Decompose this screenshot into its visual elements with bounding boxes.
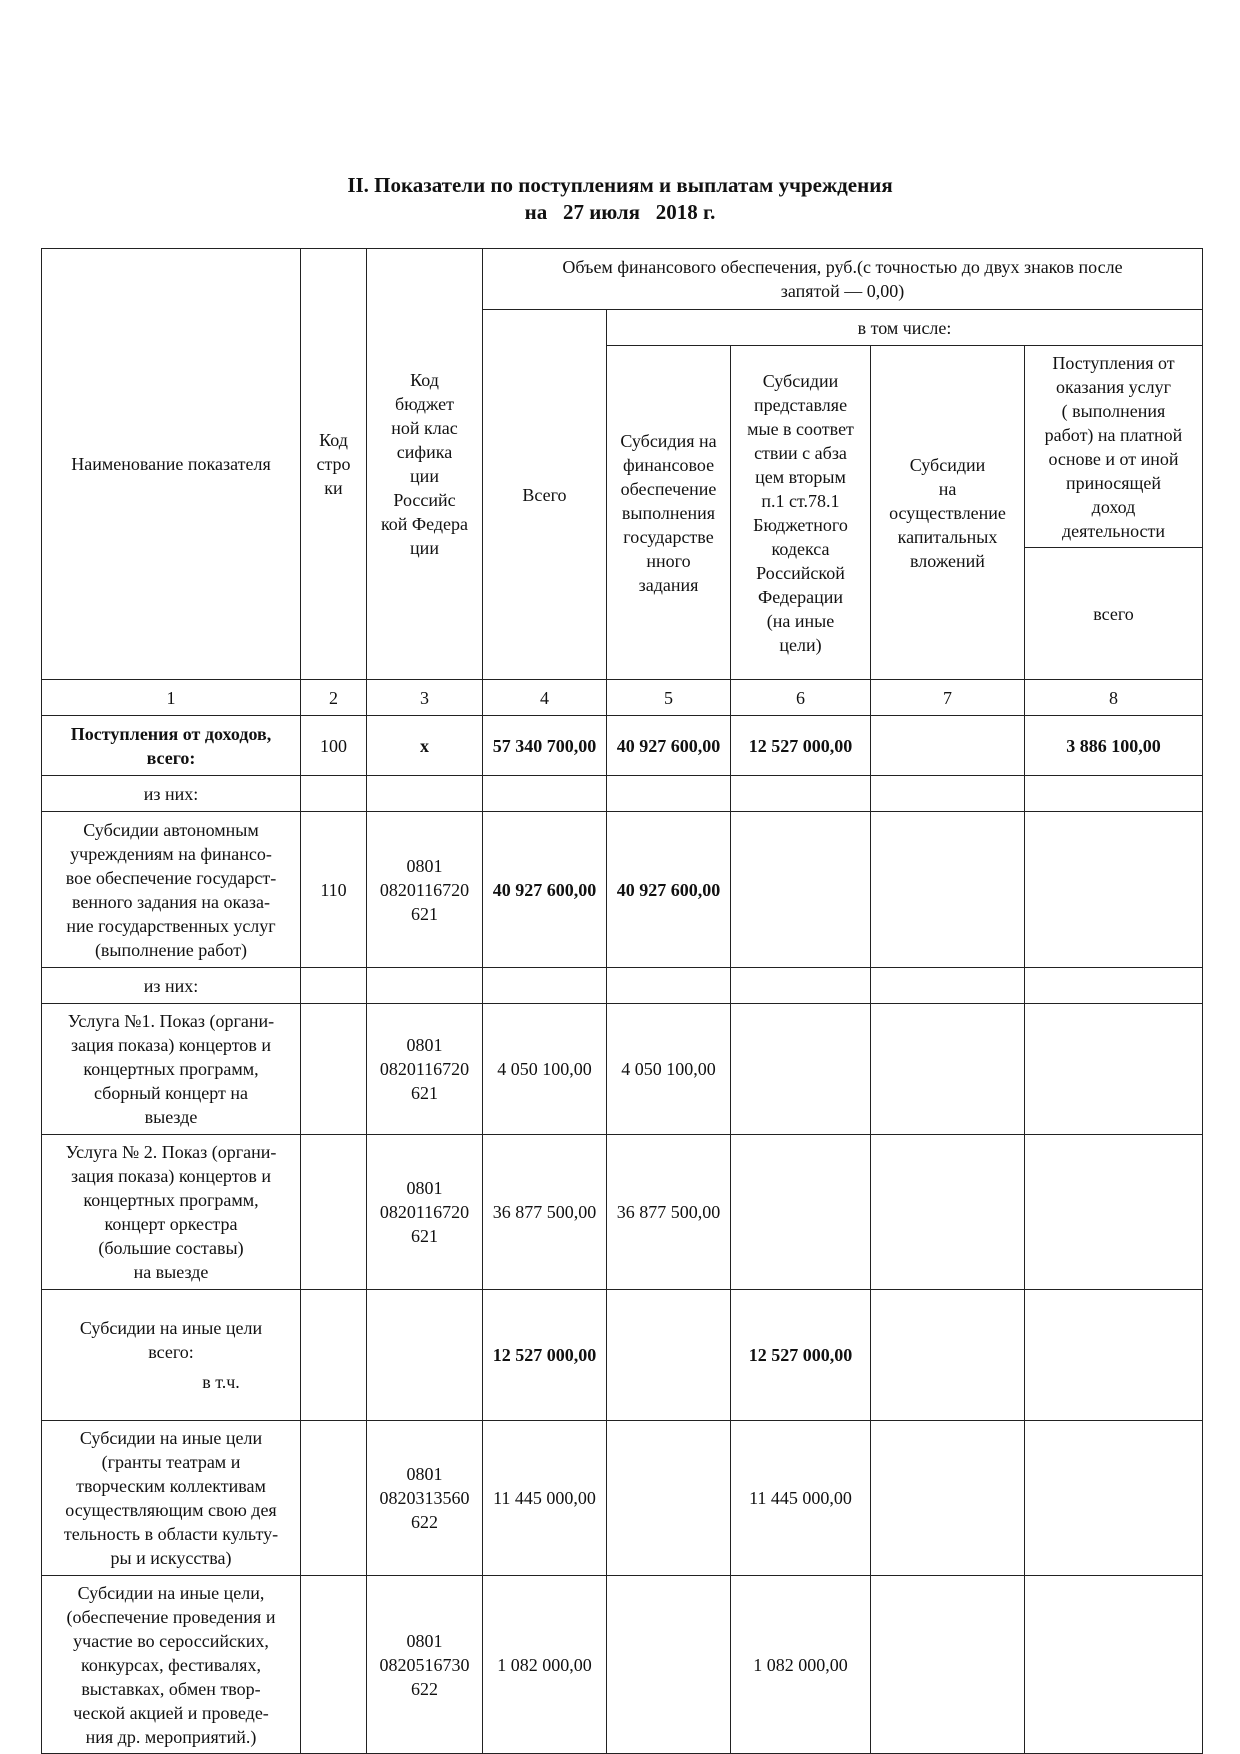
row-total: 4 050 100,00	[483, 1004, 607, 1135]
table-row	[42, 968, 1203, 1004]
column-number: 1	[42, 680, 301, 716]
table-row	[42, 812, 1203, 968]
column-number: 8	[1025, 680, 1203, 716]
row-subsidy-capital	[871, 716, 1025, 776]
row-budget-code: 0801 0820116720 621	[367, 1135, 483, 1290]
table-row	[42, 1576, 1203, 1754]
row-code: 100	[301, 716, 367, 776]
column-number: 7	[871, 680, 1025, 716]
row-subsidy-other: 1 082 000,00	[731, 1576, 871, 1754]
row-total: 40 927 600,00	[483, 812, 607, 968]
row-budget-code: х	[367, 716, 483, 776]
table-row	[42, 1290, 1203, 1421]
header-total: Всего	[483, 310, 607, 680]
row-name: Субсидии на иные цели (гранты театрам и творческим коллективам осуществляющим свою дея тельность в области культу- ры и искусства)	[42, 1421, 301, 1576]
header-subsidy-other-purposes: Субсидии представляе мые в соответ ствии с абза цем вторым п.1 ст.78.1 Бюджетного кодекса Российской Федерации (на иные цели)	[731, 346, 871, 680]
title-line-1: II. Показатели по поступлениям и выплатам учреждения	[347, 173, 893, 197]
row-total: 12 527 000,00	[483, 1290, 607, 1421]
row-name: из них:	[42, 968, 301, 1004]
row-subsidy-other: 12 527 000,00	[731, 716, 871, 776]
row-subsidy-other: 11 445 000,00	[731, 1421, 871, 1576]
row-subsidy-state-task: 40 927 600,00	[607, 812, 731, 968]
row-code: 110	[301, 812, 367, 968]
row-budget-code: 0801 0820516730 622	[367, 1576, 483, 1754]
header-financing-volume: Объем финансового обеспечения, руб.(с точностью до двух знаков после запятой — 0,00)	[483, 249, 1203, 310]
row-name-main: Субсидии на иные цели всего:	[79, 1318, 263, 1362]
table-row	[42, 776, 1203, 812]
row-paid-services: 3 886 100,00	[1025, 716, 1203, 776]
column-number: 5	[607, 680, 731, 716]
row-name: Субсидии на иные цели, (обеспечение проведения и участие во сероссийских, конкурсах, фестивалях, выставках, обмен твор- ческой акцией и проведе- ния др. мероприятий.)	[42, 1576, 301, 1754]
row-name-sub: в т.ч.	[202, 1372, 240, 1392]
row-name: Услуга № 2. Показ (органи- зация показа) концертов и концертных программ, концерт оркестра (большие составы) на выезде	[42, 1135, 301, 1290]
column-number: 6	[731, 680, 871, 716]
header-row-code: Код стро ки	[301, 249, 367, 680]
row-budget-code: 0801 0820116720 621	[367, 1004, 483, 1135]
row-name: из них:	[42, 776, 301, 812]
row-subsidy-state-task: 36 877 500,00	[607, 1135, 731, 1290]
row-total: 57 340 700,00	[483, 716, 607, 776]
table-row	[42, 1421, 1203, 1576]
row-subsidy-state-task: 4 050 100,00	[607, 1004, 731, 1135]
row-budget-code: 0801 0820313560 622	[367, 1421, 483, 1576]
table-row	[42, 1004, 1203, 1135]
title-line-2: на 27 июля 2018 г.	[524, 200, 716, 224]
column-number: 4	[483, 680, 607, 716]
row-name: Услуга №1. Показ (органи- зация показа) концертов и концертных программ, сборный концерт на выезде	[42, 1004, 301, 1135]
row-subsidy-other: 12 527 000,00	[731, 1290, 871, 1421]
column-number: 2	[301, 680, 367, 716]
table-row	[42, 1135, 1203, 1290]
header-paid-services-total: всего	[1025, 548, 1203, 680]
income-expense-table	[41, 248, 1203, 1754]
column-number: 3	[367, 680, 483, 716]
table-row	[42, 716, 1203, 776]
row-name: Субсидии автономным учреждениям на финансо- вое обеспечение государст- венного задания на оказа- ние государственных услуг (выполнение работ)	[42, 812, 301, 968]
row-budget-code: 0801 0820116720 621	[367, 812, 483, 968]
document-title	[0, 172, 1240, 226]
header-budget-code: Код бюджет ной клас сифика ции Российс кой Федера ции	[367, 249, 483, 680]
header-indicator-name: Наименование показателя	[42, 249, 301, 680]
row-subsidy-state-task: 40 927 600,00	[607, 716, 731, 776]
header-including: в том числе:	[607, 310, 1203, 346]
row-total: 36 877 500,00	[483, 1135, 607, 1290]
header-paid-services: Поступления от оказания услуг ( выполнения работ) на платной основе и от иной приносящей доход деятельности	[1025, 346, 1203, 548]
header-subsidy-state-task: Субсидия на финансовое обеспечение выполнения государстве нного задания	[607, 346, 731, 680]
row-total: 1 082 000,00	[483, 1576, 607, 1754]
column-numbers-row	[42, 680, 1203, 716]
row-name: Поступления от доходов, всего:	[42, 716, 301, 776]
row-name	[42, 1290, 301, 1421]
row-total: 11 445 000,00	[483, 1421, 607, 1576]
header-subsidy-capital: Субсидии на осуществление капитальных вложений	[871, 346, 1025, 680]
